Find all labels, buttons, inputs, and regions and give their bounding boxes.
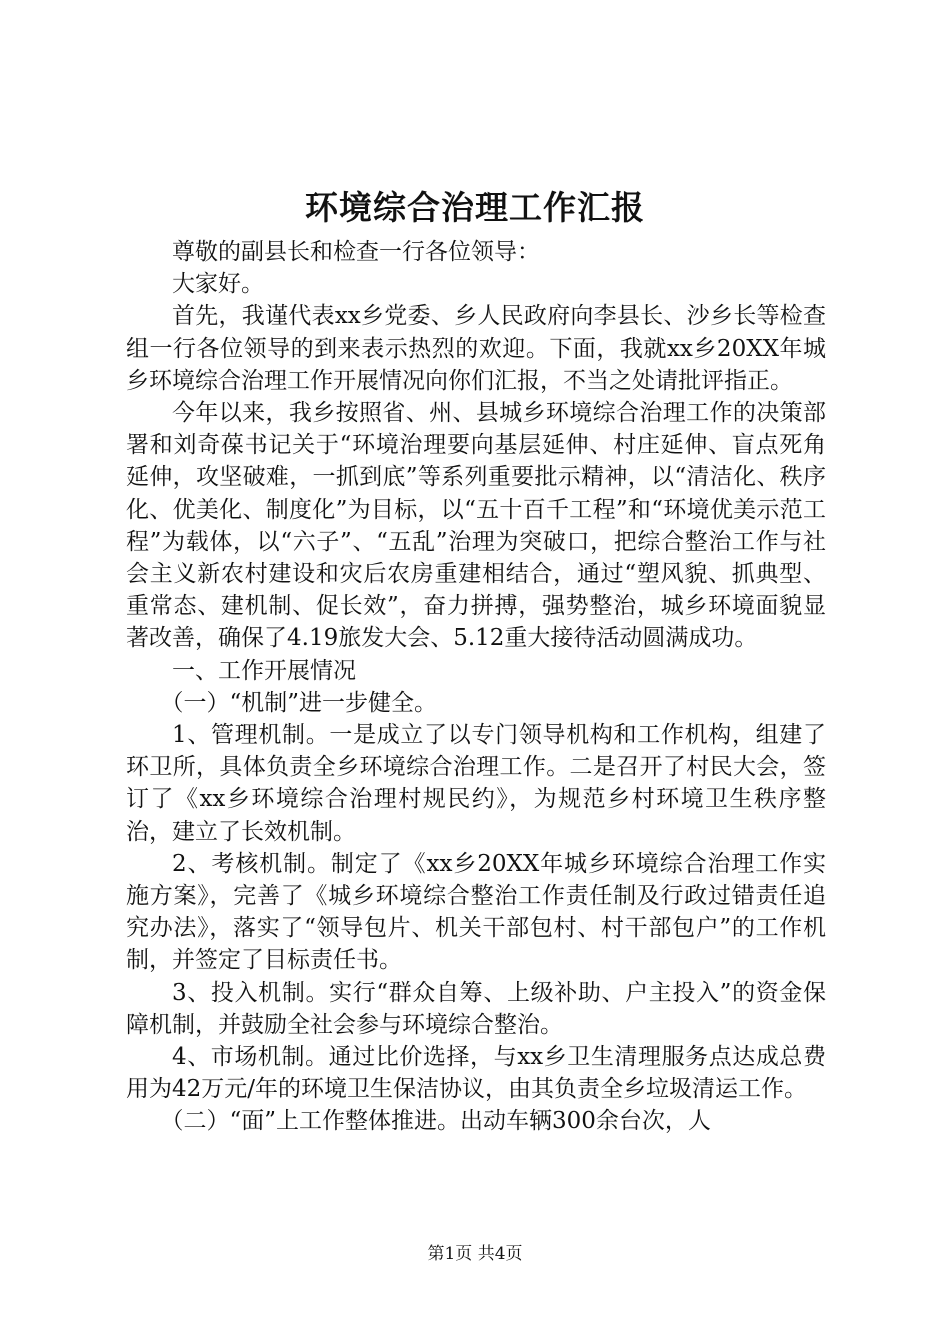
page-footer: 第1页 共4页	[427, 1244, 523, 1264]
paragraph-surface-work: （二）“面”上工作整体推进。出动车辆300余台次，人	[160, 1108, 711, 1135]
paragraph-assessment: 2、考核机制。制定了《xx乡20XX年城乡环境综合治理工作实施方案》，完善了《城乡环境综合整治工作责任制及行政过错责任追究办法》，落实了“领导包片、机关干部包村、村干部包户”的工作机制，并签定了目标责任书。	[126, 850, 826, 974]
salutation: 尊敬的副县长和检查一行各位领导：	[172, 239, 540, 265]
document-title: 环境综合治理工作汇报	[305, 188, 645, 227]
section-heading: 一、工作开展情况	[172, 657, 356, 684]
document-body	[126, 236, 826, 1138]
paragraph-investment: 3、投入机制。实行“群众自筹、上级补助、户主投入”的资金保障机制，并鼓励全社会参与环境综合整治。	[126, 979, 826, 1038]
greeting: 大家好。	[172, 271, 264, 298]
subsection-heading: （一）“机制”进一步健全。	[160, 689, 438, 716]
paragraph-market: 4、市场机制。通过比价选择，与xx乡卫生清理服务点达成总费用为42万元/年的环境卫生保洁协议，由其负责全乡垃圾清运工作。	[126, 1044, 826, 1103]
paragraph-intro: 首先，我谨代表xx乡党委、乡人民政府向李县长、沙乡长等检查组一行各位领导的到来表示热烈的欢迎。下面，我就xx乡20XX年城乡环境综合治理工作开展情况向你们汇报，不当之处请批评指正。	[126, 303, 826, 394]
paragraph-management: 1、管理机制。一是成立了以专门领导机构和工作机构，组建了环卫所，具体负责全乡环境综合治理工作。二是召开了村民大会，签订了《xx乡环境综合治理村规民约》，为规范乡村环境卫生秩序整治，建立了长效机制。	[126, 722, 826, 845]
paragraph-overview: 今年以来，我乡按照省、州、县城乡环境综合治理工作的决策部署和刘奇葆书记关于“环境治理要向基层延伸、村庄延伸、盲点死角延伸，攻坚破难，一抓到底”等系列重要批示精神，以“清洁化、秩序化、优美化、制度化”为目标，以“五十百千工程”和“环境优美示范工程”为载体，以“六子”、“五乱”治理为突破口，把综合整治工作与社会主义新农村建设和灾后农房重建相结合，通过“塑风貌、抓典型、重常态、建机制、促长效”，奋力拼搏，强势整治，城乡环境面貌显著改善，确保了4.19旅发大会、5.12重大接待活动圆满成功。	[126, 400, 826, 652]
